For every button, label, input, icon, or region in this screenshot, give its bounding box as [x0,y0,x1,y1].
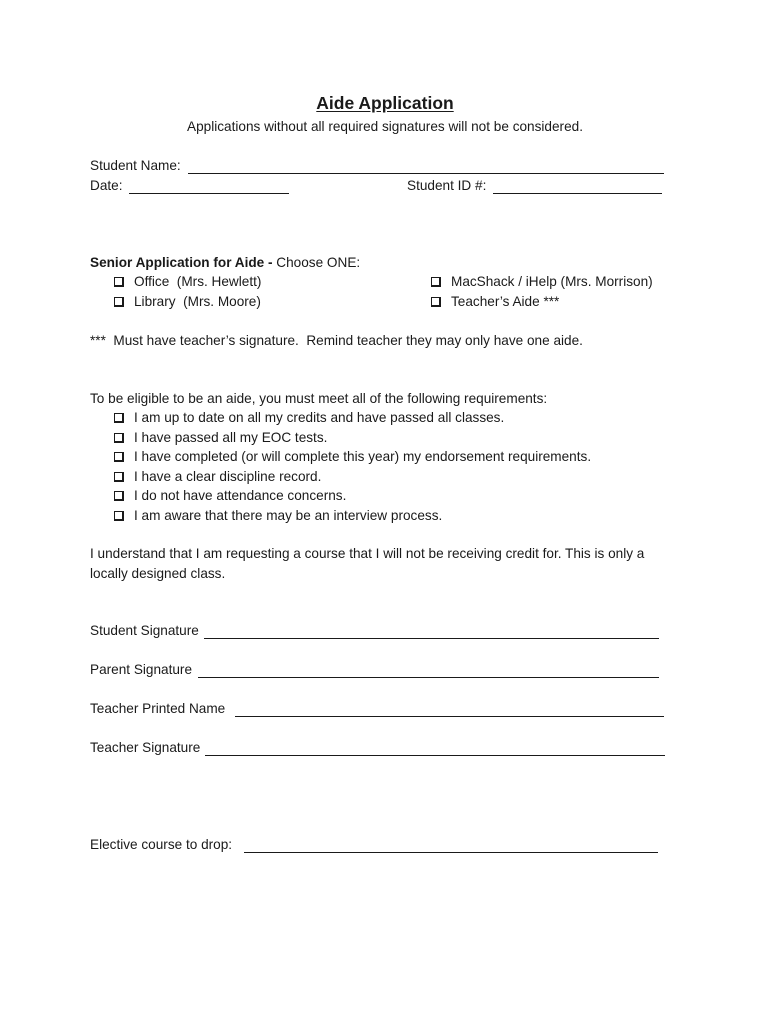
requirement-item[interactable] [114,470,321,484]
requirements-intro: To be eligible to be an aide, you must meet all of the following requirements: [90,391,548,406]
elective-course-label: Elective course to drop: [90,837,233,852]
option-library[interactable] [114,295,261,309]
requirement-label: I do not have attendance concerns. [134,488,347,503]
checkbox-icon[interactable] [114,472,124,482]
checkbox-icon[interactable] [114,277,124,287]
form-title: Aide Application [316,93,454,113]
requirement-label: I am aware that there may be an interview process. [134,508,443,523]
teacher-printed-name-field[interactable] [235,704,664,717]
teacher-signature-label: Teacher Signature [90,740,201,755]
form-subtitle: Applications without all required signatures will not be considered. [187,119,583,134]
option-label: Office (Mrs. Hewlett) [134,274,262,289]
parent-signature-field[interactable] [198,665,659,678]
checkbox-icon[interactable] [431,297,441,307]
senior-section-heading [90,256,360,270]
requirement-label: I have passed all my EOC tests. [134,430,328,445]
checkbox-icon[interactable] [114,452,124,462]
requirement-item[interactable] [114,509,442,523]
requirement-label: I have completed (or will complete this year) my endorsement requirements. [134,449,592,464]
checkbox-icon[interactable] [114,491,124,501]
requirement-item[interactable] [114,450,591,464]
option-label: Library (Mrs. Moore) [134,294,261,309]
student-signature-label: Student Signature [90,623,199,638]
checkbox-icon[interactable] [114,413,124,423]
requirement-item[interactable] [114,431,327,445]
option-label: MacShack / iHelp (Mrs. Morrison) [451,274,653,289]
requirement-label: I am up to date on all my credits and have passed all classes. [134,410,505,425]
teacher-printed-name-label: Teacher Printed Name [90,701,226,716]
date-label: Date: [90,178,123,193]
senior-heading-bold: Senior Application for Aide - [90,255,273,270]
checkbox-icon[interactable] [114,297,124,307]
acknowledgement-text: I understand that I am requesting a course that I will not be receiving credit for. This is only a locally designed class. [90,546,645,581]
student-signature-field[interactable] [204,626,659,639]
date-field[interactable] [129,181,289,194]
option-teachers-aide[interactable] [431,295,559,309]
option-macshack[interactable] [431,275,653,289]
requirement-item[interactable] [114,411,504,425]
checkbox-icon[interactable] [114,511,124,521]
student-id-field[interactable] [493,181,662,194]
student-name-field[interactable] [188,161,664,174]
option-label: Teacher’s Aide *** [451,294,560,309]
student-name-label: Student Name: [90,158,181,173]
senior-heading-rest: Choose ONE: [272,255,361,270]
parent-signature-label: Parent Signature [90,662,193,677]
checkbox-icon[interactable] [114,433,124,443]
teacher-signature-note: *** Must have teacher’s signature. Remind teacher they may only have one aide. [90,333,583,348]
elective-course-field[interactable] [244,840,658,853]
student-id-label: Student ID #: [407,178,487,193]
teacher-signature-field[interactable] [205,743,665,756]
requirement-label: I have a clear discipline record. [134,469,322,484]
option-office[interactable] [114,275,261,289]
checkbox-icon[interactable] [431,277,441,287]
requirement-item[interactable] [114,489,346,503]
